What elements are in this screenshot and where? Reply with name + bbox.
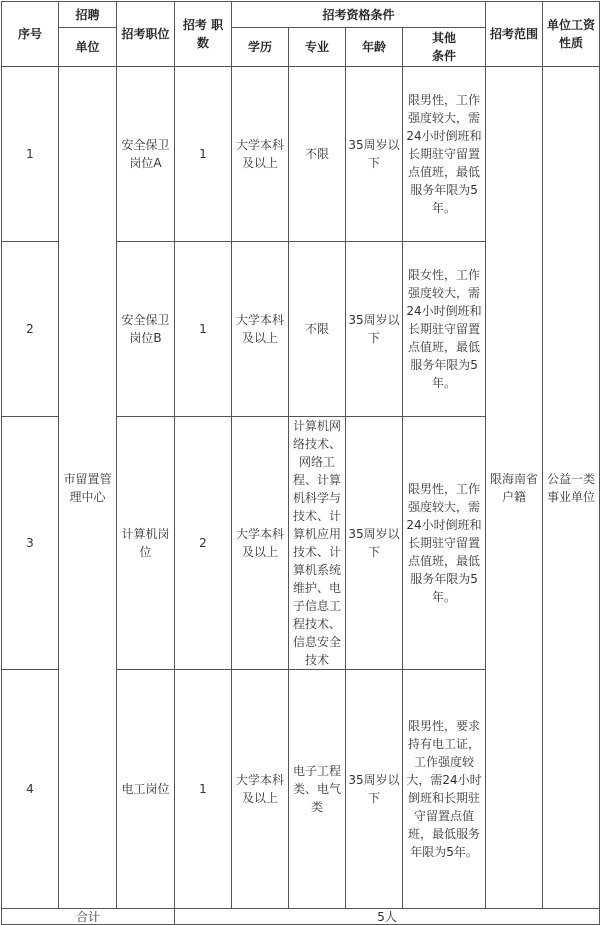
footer-row (2, 909, 600, 925)
header-unit-bottom: 单位 (59, 28, 117, 67)
row-major: 不限 (289, 67, 346, 242)
row-other: 限男性，要求持有电工证，工作强度较大，需24小时倒班和长期驻守留置点值班，最低服务年限为5年。 (403, 670, 486, 909)
row-position: 安全保卫岗位A (117, 67, 175, 242)
row-education: 大学本科及以上 (232, 417, 289, 670)
total-value: 5人 (175, 909, 600, 925)
scope-cell: 限海南省户籍 (486, 67, 543, 909)
row-major: 电子工程类、电气类 (289, 670, 346, 909)
row-age: 35周岁以下 (346, 670, 403, 909)
header-row-top (2, 2, 600, 28)
header-count (175, 2, 232, 67)
header-qualifications: 招考资格条件 (232, 2, 486, 28)
row-seq: 3 (2, 417, 59, 670)
row-count: 1 (175, 670, 232, 909)
row-position: 电工岗位 (117, 670, 175, 909)
row-position: 安全保卫岗位B (117, 242, 175, 417)
header-nature: 单位工资性质 (543, 2, 600, 67)
recruitment-table-container (1, 1, 599, 924)
row-education: 大学本科及以上 (232, 67, 289, 242)
row-count: 1 (175, 67, 232, 242)
header-other-line2: 条件 (432, 49, 457, 63)
row-other: 限女性，工作强度较大，需24小时倒班和长期驻守留置点值班，最低服务年限为5年。 (403, 242, 486, 417)
row-seq: 2 (2, 242, 59, 417)
row-other: 限男性，工作强度较大，需24小时倒班和长期驻守留置点值班，最低服务年限为5年。 (403, 417, 486, 670)
header-other-line1: 其他 (432, 31, 457, 45)
header-seq: 序号 (2, 2, 59, 67)
row-major: 不限 (289, 242, 346, 417)
recruitment-table (1, 1, 600, 925)
row-other: 限男性，工作强度较大，需24小时倒班和长期驻守留置点值班，最低服务年限为5年。 (403, 67, 486, 242)
row-education: 大学本科及以上 (232, 670, 289, 909)
row-age: 35周岁以下 (346, 67, 403, 242)
row-seq: 1 (2, 67, 59, 242)
unit-cell: 市留置管理中心 (59, 67, 117, 909)
row-age: 35周岁以下 (346, 417, 403, 670)
table-row (2, 67, 600, 242)
header-age: 年龄 (346, 28, 403, 67)
header-count-line2: 数 (196, 36, 209, 50)
header-count-line1: 招考 职 (182, 18, 224, 32)
header-major: 专业 (289, 28, 346, 67)
nature-cell: 公益一类事业单位 (543, 67, 600, 909)
row-education: 大学本科及以上 (232, 242, 289, 417)
row-major: 计算机网络技术、网络工程、计算机科学与技术、计算机应用技术、计算机系统维护、电子信息工程技术、信息安全技术 (289, 417, 346, 670)
header-other (403, 28, 486, 67)
header-position: 招考职位 (117, 2, 175, 67)
row-count: 2 (175, 417, 232, 670)
row-position: 计算机岗位 (117, 417, 175, 670)
total-label: 合计 (2, 909, 175, 925)
header-unit-top: 招聘 (59, 2, 117, 28)
row-seq: 4 (2, 670, 59, 909)
header-education: 学历 (232, 28, 289, 67)
row-age: 35周岁以下 (346, 242, 403, 417)
header-scope: 招考范围 (486, 2, 543, 67)
row-count: 1 (175, 242, 232, 417)
